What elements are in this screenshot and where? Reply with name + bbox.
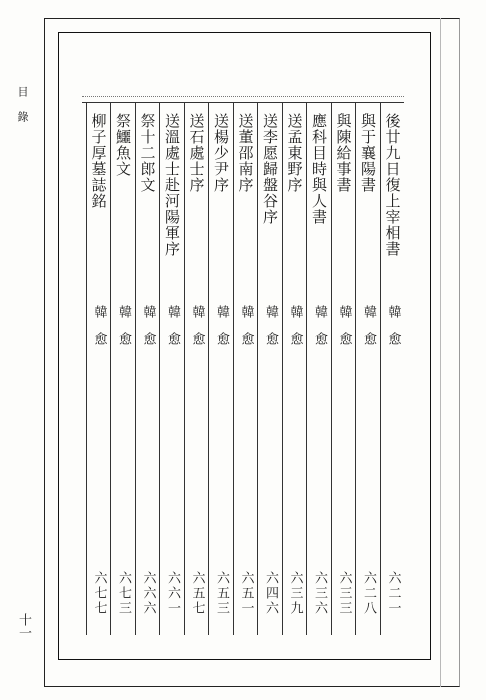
toc-entry-title: 應科目時與人書 [310, 113, 328, 225]
toc-entry-title: 送石處士序 [187, 113, 206, 193]
toc-entry [233, 103, 258, 635]
toc-entry-page: 六二一 [385, 571, 401, 616]
toc-entry-page: 六三六 [312, 571, 327, 616]
toc-entry-page: 六四六 [263, 571, 278, 616]
toc-entry [184, 103, 209, 635]
toc-entry-title: 後廿九日復上宰相書 [383, 113, 402, 257]
toc-entry-page: 六三三 [336, 571, 352, 616]
toc-entry-author: 韓愈 [91, 305, 107, 359]
toc-entry-title: 祭十二郎文 [138, 113, 157, 193]
toc-entry-author: 韓愈 [287, 305, 303, 359]
toc-entry [159, 103, 184, 635]
toc-entry-page: 六六一 [165, 571, 180, 616]
toc-entry-title: 送楊少尹序 [212, 113, 230, 193]
toc-entry-title: 送李愿歸盤谷序 [261, 113, 279, 225]
toc-entry-author: 韓愈 [263, 305, 278, 359]
toc-entry [282, 103, 307, 635]
toc-entry [380, 103, 405, 635]
toc-entry [355, 103, 380, 635]
toc-entry-page: 六七七 [91, 571, 107, 616]
toc-entry-author: 韓愈 [189, 305, 205, 359]
section-title: 目錄 [16, 86, 29, 136]
toc-entry-author: 韓愈 [336, 305, 352, 359]
toc-entry-page: 六五七 [189, 571, 205, 616]
toc-entry-title: 祭鱷魚文 [114, 113, 132, 177]
toc-entry-author: 韓愈 [312, 305, 327, 359]
toc-entry-author: 韓愈 [116, 305, 131, 359]
toc-entry-title: 送董邵南序 [236, 113, 255, 193]
toc-entry [208, 103, 233, 635]
toc-entry [331, 103, 356, 635]
header-dotted-rule [82, 96, 404, 101]
toc-entry-author: 韓愈 [361, 305, 376, 359]
toc-entry-author: 韓愈 [165, 305, 180, 359]
toc-entry-author: 韓愈 [238, 305, 254, 359]
toc-entry [110, 103, 135, 635]
toc-entry-page: 六六六 [140, 571, 156, 616]
toc-entry-page: 六三九 [287, 571, 303, 616]
frame-right-rule [440, 18, 441, 687]
toc-entry-author: 韓愈 [214, 305, 229, 359]
toc-entry-page: 六五三 [214, 571, 229, 616]
toc-entry [306, 103, 331, 635]
toc-entry [257, 103, 282, 635]
toc-entry-title: 送溫處士赴河陽軍序 [163, 113, 181, 257]
toc-entry-page: 六五一 [238, 571, 254, 616]
table-of-contents [82, 102, 404, 635]
toc-entry [86, 103, 111, 635]
page-number: 十一 [16, 613, 31, 639]
toc-entry-author: 韓愈 [385, 305, 401, 359]
toc-entry-page: 六七三 [116, 571, 131, 616]
toc-entry-page: 六二八 [361, 571, 376, 616]
toc-entry-author: 韓愈 [140, 305, 156, 359]
toc-entry-title: 與陳給事書 [334, 113, 353, 193]
toc-entry-title: 送孟東野序 [285, 113, 304, 193]
toc-entry [135, 103, 160, 635]
toc-entry-title: 與于襄陽書 [359, 113, 377, 193]
toc-entry-title: 柳子厚墓誌銘 [89, 113, 108, 209]
